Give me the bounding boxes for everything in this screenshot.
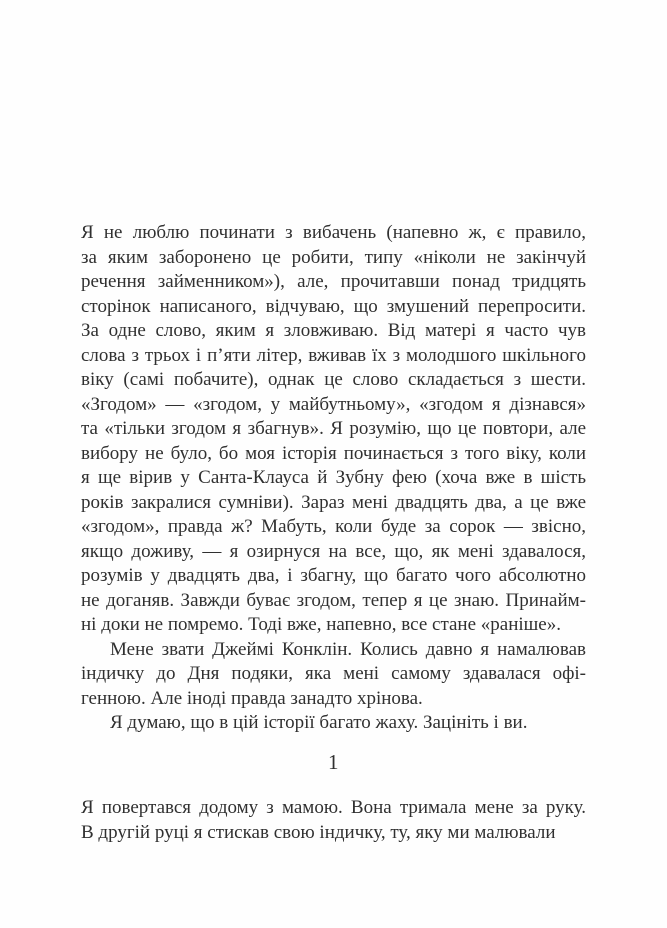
text-line: генною. Але іноді правда занадто хрінова.: [81, 687, 423, 709]
text-line: та «тільки згодом я збагнув». Я розумію, що це повтори, але: [81, 418, 586, 439]
text-line: я ще вірив у Санта-Клауса й Зубну фею (хоча вже в шість: [81, 467, 586, 488]
text-line: розумів у двадцять два, і збагну, що багато чого абсолютно: [81, 565, 586, 586]
text-line: вибору не було, бо моя історія починається з того віку, коли: [81, 442, 586, 464]
text-line: якщо доживу, — я озирнуся на все, що, як мені здавалося,: [81, 540, 586, 562]
text-line: не доганяв. Завжди буває згодом, тепер я це знаю. Принайм-: [81, 589, 586, 611]
text-line: «згодом», правда ж? Мабуть, коли буде за сорок — звісно,: [81, 516, 586, 537]
text-line: років закралися сумніви). Зараз мені двадцять два, а це вже: [81, 491, 586, 513]
text-line: «Згодом» — «згодом, у майбутньому», «згодом я дізнався»: [81, 393, 586, 415]
text-line: Я повертався додому з мамою. Вона тримала мене за руку.: [81, 797, 586, 818]
text-line: За одне слово, яким я зловживаю. Від матері я часто чув: [81, 320, 586, 341]
text-line: індичку до Дня подяки, яка мені самому здавалася офі-: [81, 663, 586, 684]
chapter-number-heading: 1: [328, 749, 339, 774]
text-line: Мене звати Джеймі Конклін. Колись давно я намалював: [110, 638, 586, 660]
text-line: за яким заборонено це робити, типу «ніколи не закінчуй: [81, 246, 586, 268]
text-line: ні доки не помремо. Тоді вже, напевно, все стане «раніше».: [81, 614, 561, 635]
text-line: віку (самі побачите), однак це слово складається з шести.: [81, 369, 586, 390]
text-line: слова з трьох і п’яти літер, вживав їх з молодшого шкільного: [81, 344, 586, 366]
text-line: Я думаю, що в цій історії багато жаху. Зацініть і ви.: [110, 712, 528, 733]
text-line: речення займенником»), але, прочитавши понад тридцять: [81, 271, 586, 292]
page-text-block: [81, 221, 586, 845]
paragraph: [81, 796, 586, 845]
paragraph: [81, 221, 586, 638]
paragraph: [81, 711, 586, 736]
text-line: В другій руці я стискав свою індичку, ту, яку ми малювали: [81, 821, 556, 843]
text-line: сторінок написаного, відчуваю, що змушений перепросити.: [81, 295, 586, 317]
paragraph: [81, 638, 586, 712]
text-line: Я не люблю починати з вибачень (напевно ж, є правило,: [81, 222, 586, 243]
